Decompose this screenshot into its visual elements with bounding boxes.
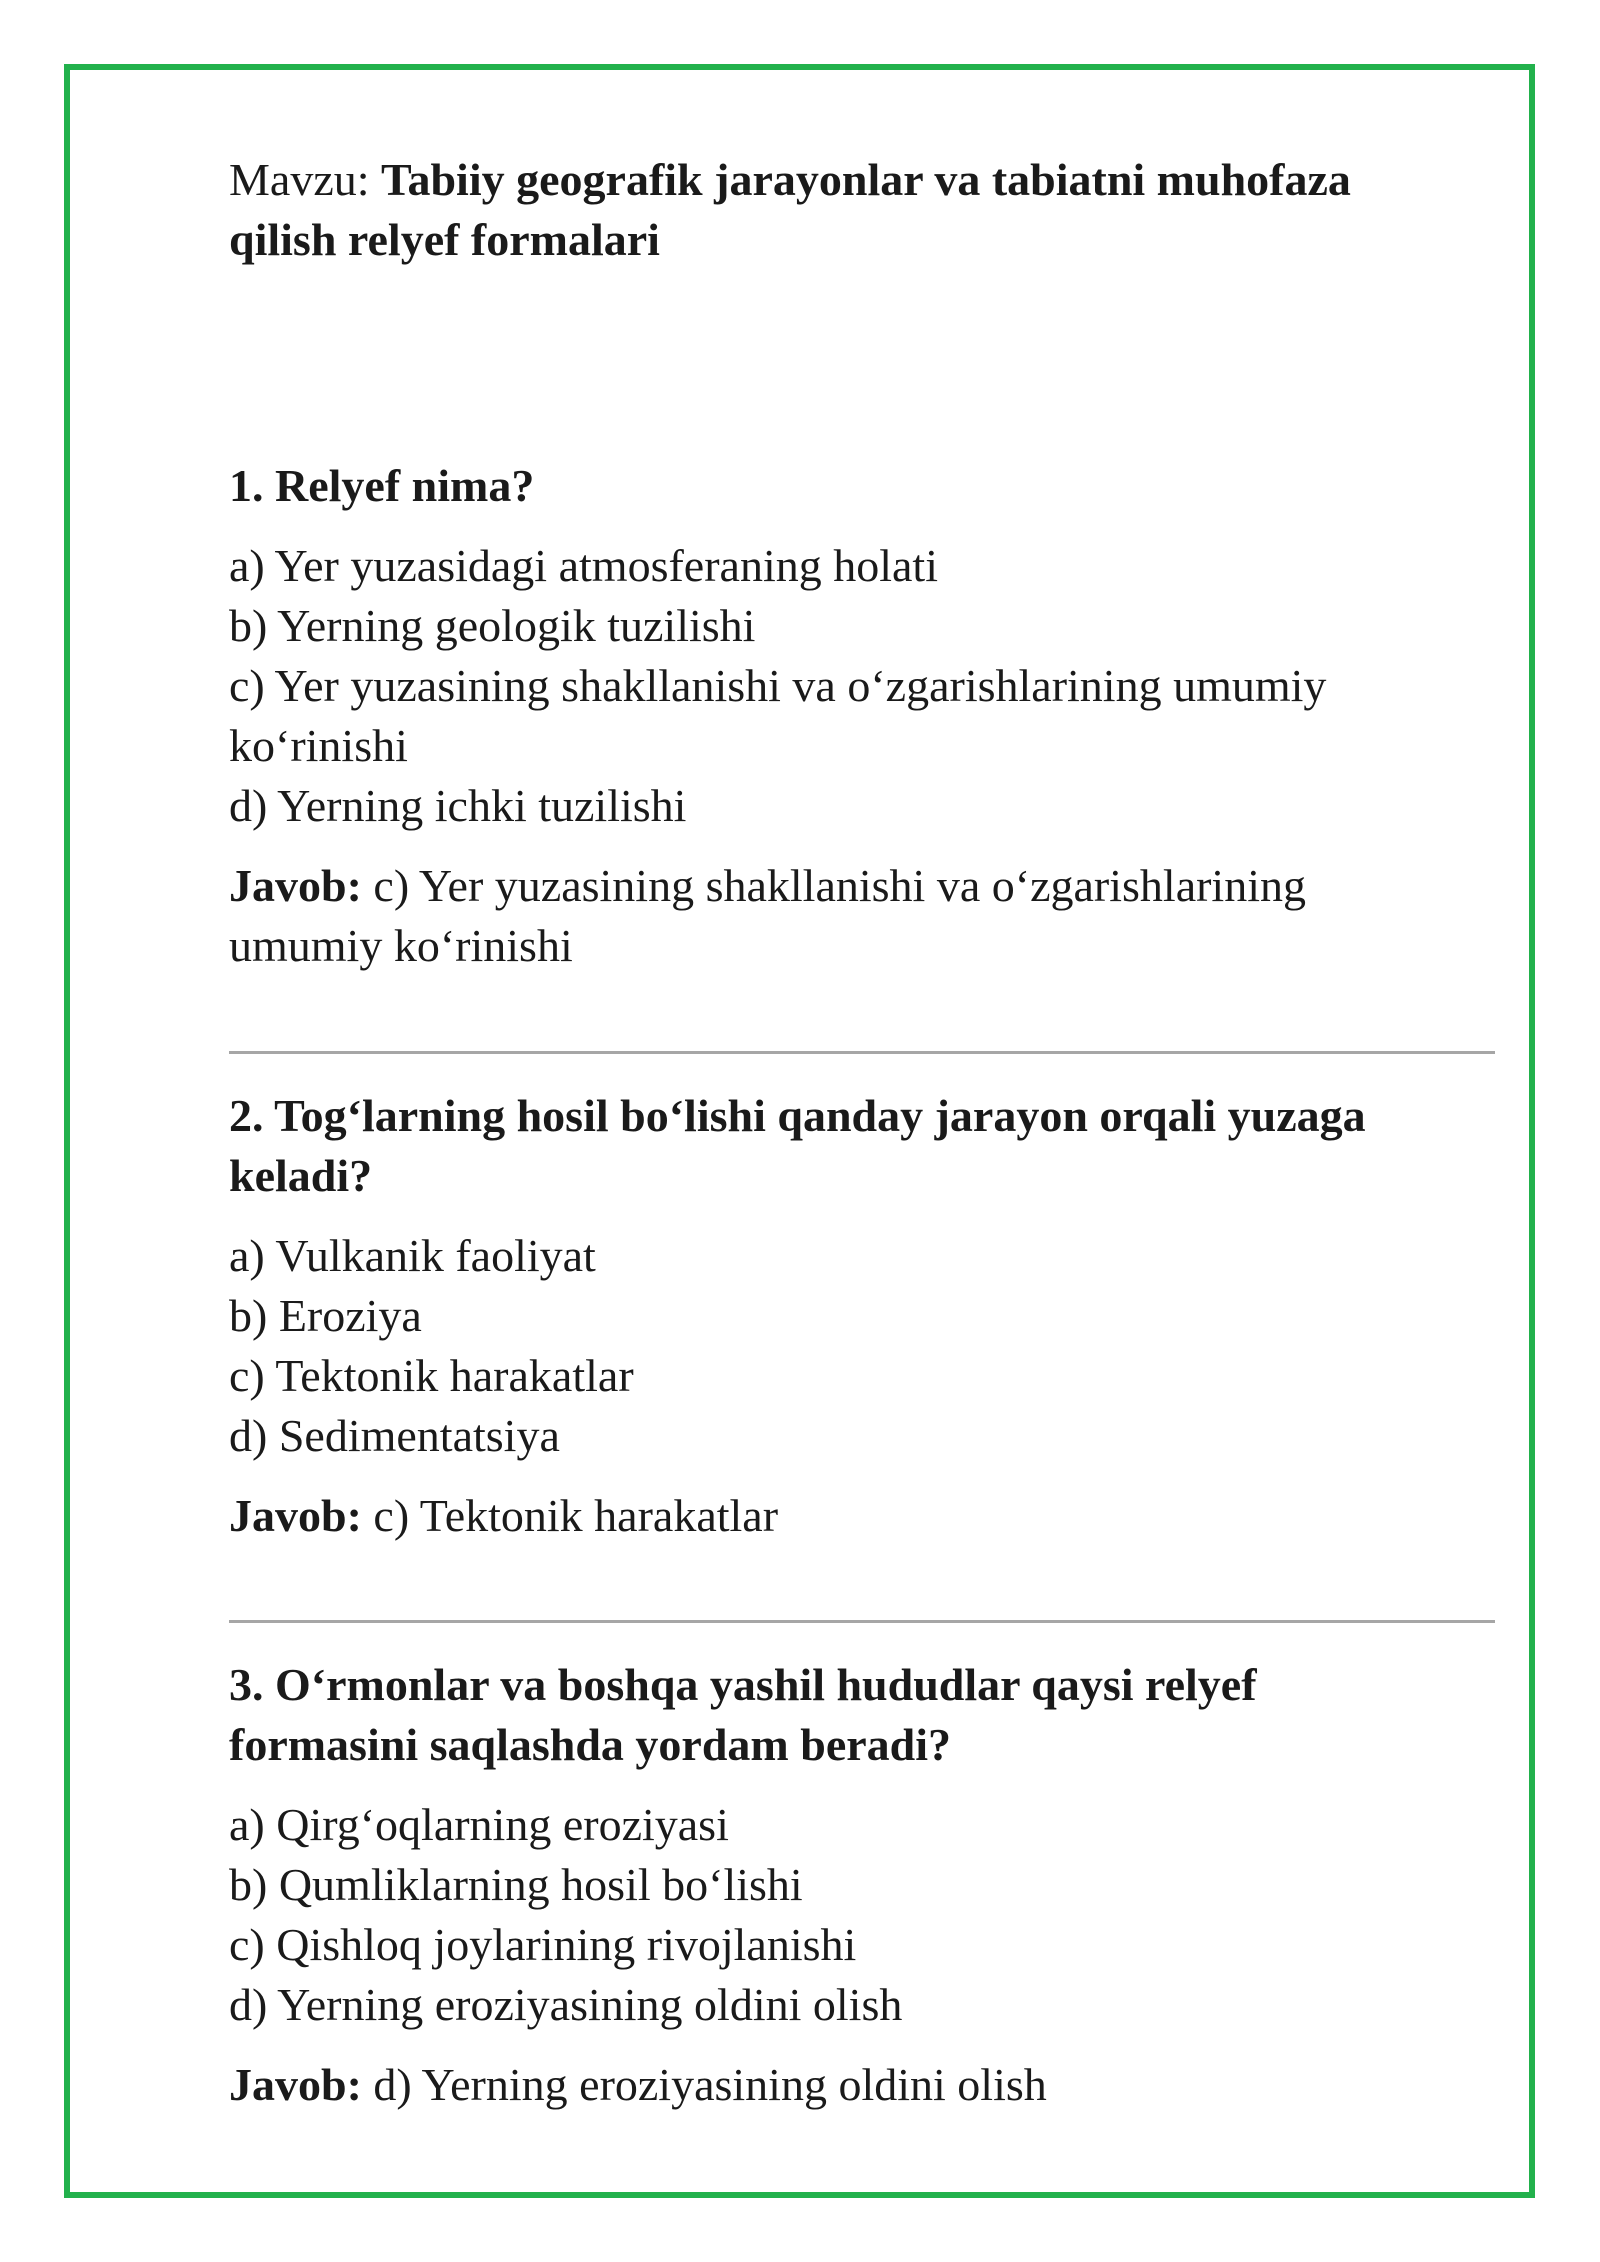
question-text: 3. O‘rmonlar va boshqa yashil hududlar qaysi relyef formasini saqlashda yordam beradi?: [229, 1659, 1257, 1770]
option-a: a) Qirg‘oqlarning eroziyasi: [229, 1799, 729, 1850]
option-d: d) Sedimentatsiya: [229, 1410, 560, 1461]
question-3: [229, 1655, 1449, 2115]
topic-heading: [229, 150, 1449, 270]
option-list: [229, 536, 1449, 836]
option-b: b) Yerning geologik tuzilishi: [229, 600, 756, 651]
option-list: [229, 1226, 1449, 1466]
question-1: [229, 456, 1449, 976]
question-text: 2. Tog‘larning hosil bo‘lishi qanday jarayon orqali yuzaga keladi?: [229, 1090, 1366, 1201]
answer-label: Javob:: [229, 860, 362, 911]
section-divider: [229, 1620, 1495, 1623]
answer-label: Javob:: [229, 2059, 362, 2110]
option-d: d) Yerning eroziyasining oldini olish: [229, 1979, 903, 2030]
answer-label: Javob:: [229, 1490, 362, 1541]
answer-text: c) Yer yuzasining shakllanishi va o‘zgarishlarining umumiy ko‘rinishi: [229, 860, 1306, 971]
option-b: b) Qumliklarning hosil bo‘lishi: [229, 1859, 803, 1910]
option-c: c) Tektonik harakatlar: [229, 1350, 634, 1401]
option-d: d) Yerning ichki tuzilishi: [229, 780, 687, 831]
answer-text: d) Yerning eroziyasining oldini olish: [373, 2059, 1047, 2110]
option-c: c) Yer yuzasining shakllanishi va o‘zgarishlarining umumiy ko‘rinishi: [229, 660, 1327, 771]
option-b: b) Eroziya: [229, 1290, 422, 1341]
question-text: 1. Relyef nima?: [229, 460, 535, 511]
answer-text: c) Tektonik harakatlar: [373, 1490, 779, 1541]
answer-line: [229, 1486, 1449, 1546]
option-a: a) Vulkanik faoliyat: [229, 1230, 596, 1281]
answer-line: [229, 856, 1449, 976]
option-list: [229, 1795, 1449, 2035]
question-2: [229, 1086, 1449, 1546]
answer-line: [229, 2055, 1449, 2115]
topic-title: Tabiiy geografik jarayonlar va tabiatni muhofaza qilish relyef formalari: [229, 154, 1351, 265]
section-divider: [229, 1051, 1495, 1054]
option-a: a) Yer yuzasidagi atmosferaning holati: [229, 540, 938, 591]
option-c: c) Qishloq joylarining rivojlanishi: [229, 1919, 857, 1970]
topic-label: Mavzu:: [229, 154, 370, 205]
